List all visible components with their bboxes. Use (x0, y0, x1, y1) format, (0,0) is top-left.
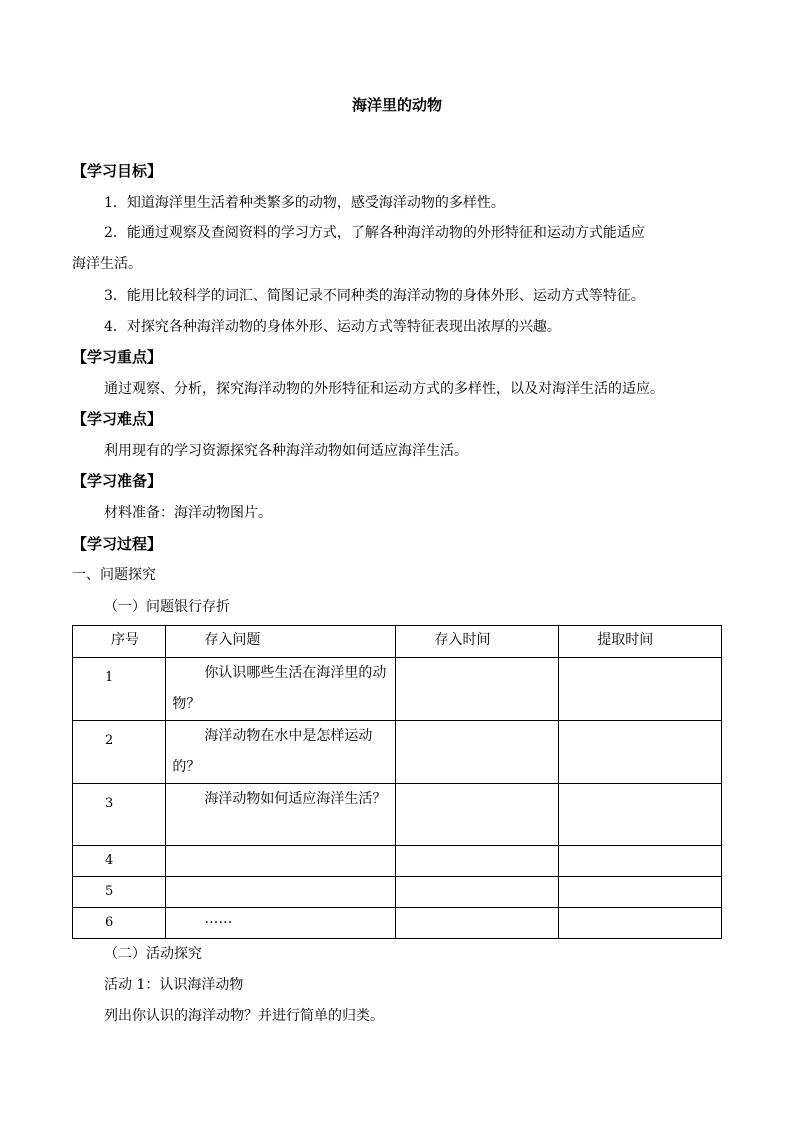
row-index: 6 (105, 915, 114, 930)
table-row (73, 658, 722, 721)
table-row (73, 877, 722, 908)
table-row (73, 846, 722, 877)
goal-3: 3．能用比较科学的词汇、简图记录不同种类的海洋动物的身体外形、运动方式等特征。 (104, 288, 645, 304)
row-withdraw-time (559, 846, 722, 877)
row-withdraw-time (559, 721, 722, 784)
table-row (73, 721, 722, 784)
row-withdraw-time (559, 784, 722, 846)
goal-4: 4．对探究各种海洋动物的身体外形、运动方式等特征表现出浓厚的兴趣。 (104, 319, 561, 335)
difficulty-header: 【学习难点】 (72, 410, 163, 428)
table-header-row (73, 626, 722, 658)
process-header: 【学习过程】 (72, 535, 163, 553)
sub-2-heading: （二）活动探究 (104, 946, 202, 962)
row-index: 3 (105, 796, 114, 811)
row-deposit-time (396, 908, 559, 939)
table-row (73, 908, 722, 939)
row-deposit-time (396, 658, 559, 721)
row-deposit-time (396, 784, 559, 846)
goal-header: 【学习目标】 (72, 162, 163, 180)
row-withdraw-time (559, 877, 722, 908)
key-header: 【学习重点】 (72, 348, 163, 366)
row-index: 2 (105, 733, 114, 748)
difficulty-text: 利用现有的学习资源探究各种海洋动物如何适应海洋生活。 (104, 443, 468, 459)
activity-1-text: 列出你认识的海洋动物？并进行简单的归类。 (104, 1008, 384, 1024)
page-title: 海洋里的动物 (351, 96, 442, 114)
header-index: 序号 (111, 632, 139, 648)
row-withdraw-time (559, 908, 722, 939)
row-index: 5 (105, 884, 114, 899)
row-question: 海洋动物如何适应海洋生活？ (204, 791, 387, 807)
row-deposit-time (396, 846, 559, 877)
header-question: 存入问题 (204, 632, 261, 648)
goal-2-continued: 海洋生活。 (72, 256, 142, 272)
row-deposit-time (396, 721, 559, 784)
row-index: 4 (105, 853, 114, 868)
activity-1-heading: 活动 1：认识海洋动物 (104, 977, 244, 993)
goal-2: 2．能通过观察及查阅资料的学习方式，了解各种海洋动物的外形特征和运动方式能适应 (104, 225, 645, 241)
prep-header: 【学习准备】 (72, 472, 163, 490)
row-question: …… (204, 911, 233, 927)
prep-text: 材料准备：海洋动物图片。 (104, 505, 272, 521)
sub-1-heading: （一）问题银行存折 (104, 599, 230, 615)
row-question: 你认识哪些生活在海洋里的动物？ (172, 665, 387, 712)
row-question: 海洋动物在水中是怎样运动的？ (172, 728, 373, 775)
header-deposit-time: 存入时间 (434, 632, 491, 648)
header-withdraw-time: 提取时间 (597, 632, 654, 648)
part-1-heading: 一、问题探究 (72, 567, 156, 583)
key-text: 通过观察、分析，探究海洋动物的外形特征和运动方式的多样性，以及对海洋生活的适应。 (104, 381, 664, 397)
question-bank-table (72, 625, 722, 939)
row-index: 1 (105, 670, 114, 685)
row-withdraw-time (559, 658, 722, 721)
row-deposit-time (396, 877, 559, 908)
table-row (73, 784, 722, 846)
goal-1: 1．知道海洋里生活着种类繁多的动物，感受海洋动物的多样性。 (104, 195, 505, 211)
